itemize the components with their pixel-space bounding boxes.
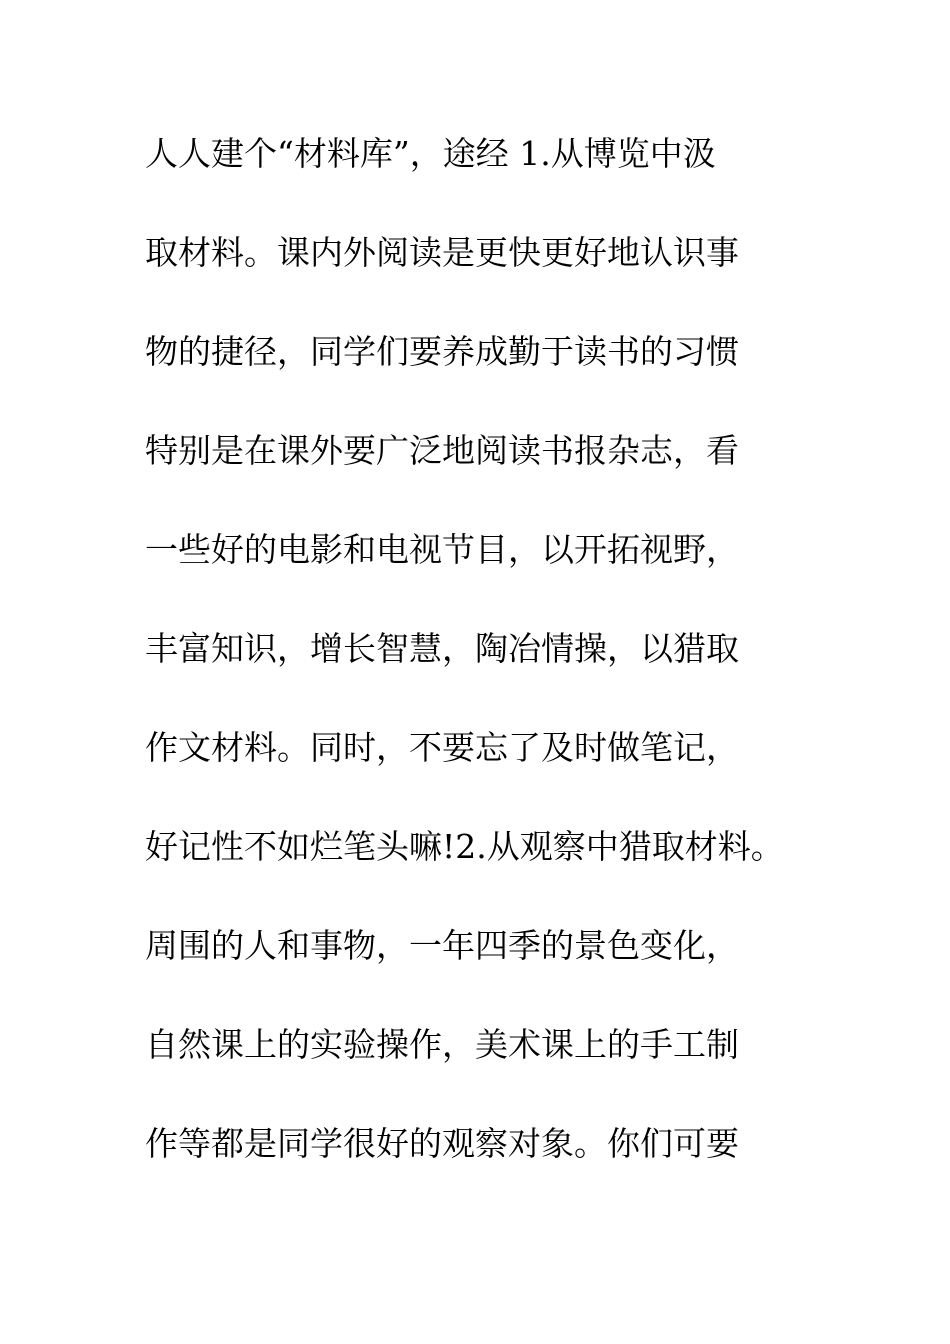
text-line: 作等都是同学很好的观察对象。你们可要 [145, 1124, 739, 1163]
text-line: 好记性不如烂笔头嘛!2.从观察中猎取材料。 [145, 827, 784, 866]
text-line: 丰富知识，增长智慧，陶冶情操，以猎取 [145, 629, 739, 668]
body-text [145, 126, 845, 1215]
text-line: 特别是在课外要广泛地阅读书报杂志，看 [145, 431, 739, 470]
text-line: 作文材料。同时，不要忘了及时做笔记， [145, 728, 739, 767]
text-line: 取材料。课内外阅读是更快更好地认识事 [145, 233, 739, 272]
text-line: 人人建个“材料库”，途经 1.从博览中汲 [145, 134, 716, 173]
text-line: 周围的人和事物，一年四季的景色变化， [145, 926, 739, 965]
text-line: 自然课上的实验操作，美术课上的手工制 [145, 1025, 739, 1064]
text-line: 物的捷径，同学们要养成勤于读书的习惯 [145, 332, 739, 371]
text-line: 一些好的电影和电视节目，以开拓视野， [145, 530, 739, 569]
